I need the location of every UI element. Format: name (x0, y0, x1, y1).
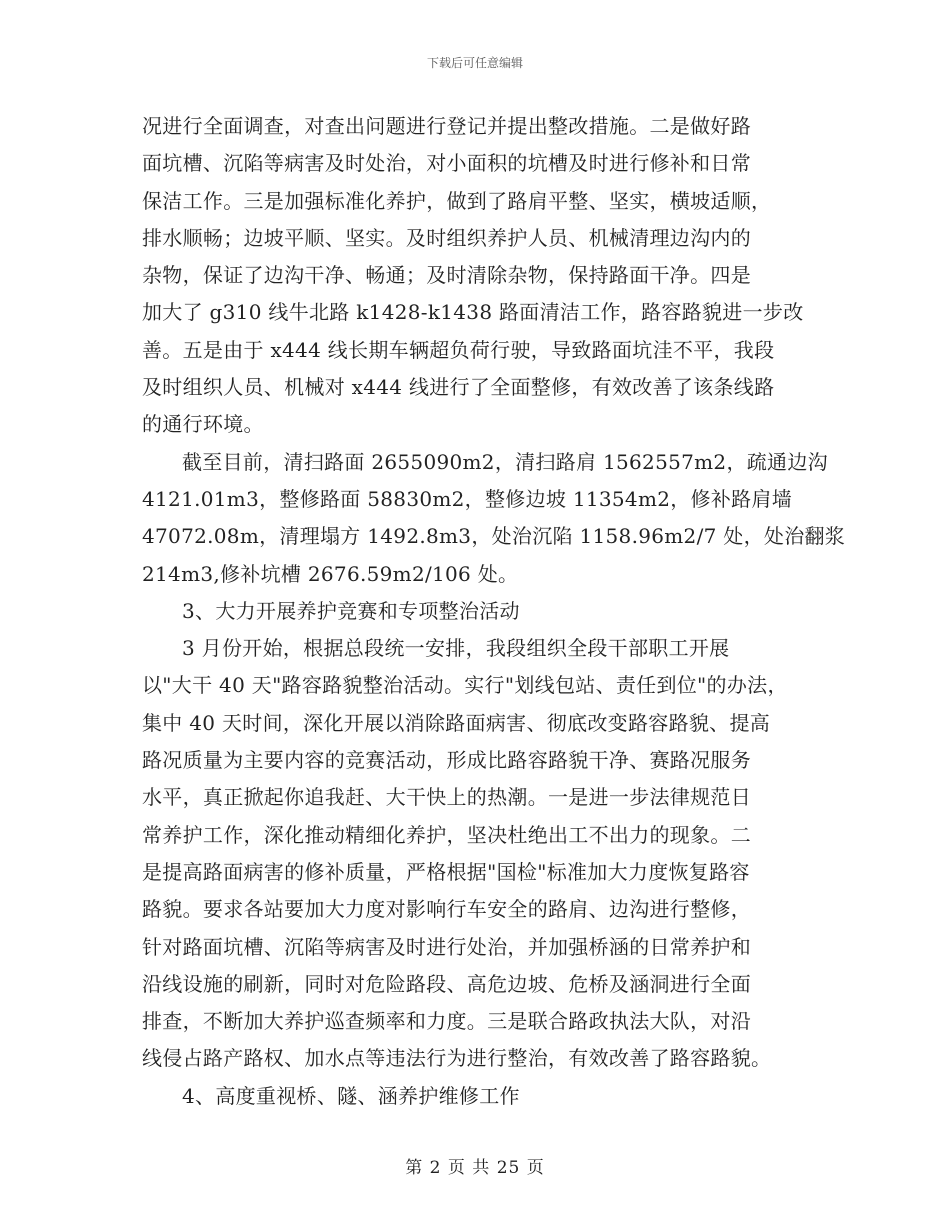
text-line: 保洁工作。三是加强标准化养护，做到了路肩平整、坚实，横坡适顺， (142, 188, 772, 213)
text-line: 善。五是由于 x444 线长期车辆超负荷行驶，导致路面坑洼不平，我段 (142, 337, 775, 362)
text-line: 4121.01m3，整修路面 58830m2，整修边坡 11354m2，修补路肩墙 (142, 486, 793, 511)
section-heading: 3、大力开展养护竞赛和专项整治活动 (182, 598, 520, 623)
text-line: 214m3,修补坑槽 2676.59m2/106 处。 (142, 561, 519, 586)
text-line: 及时组织人员、机械对 x444 线进行了全面整修，有效改善了该条线路 (142, 375, 775, 400)
text-line: 集中 40 天时间，深化开展以消除路面病害、彻底改变路容路貌、提高 (142, 710, 771, 735)
text-line: 是提高路面病害的修补质量，严格根据"国检"标准加大力度恢复路容 (142, 859, 750, 884)
text-line: 况进行全面调查，对查出问题进行登记并提出整改措施。二是做好路 (142, 114, 751, 138)
text-line: 的通行环境。 (142, 412, 264, 437)
text-line: 针对路面坑槽、沉陷等病害及时进行处治，并加强桥涵的日常养护和 (142, 934, 751, 959)
text-line: 加大了 g310 线牛北路 k1428-k1438 路面清洁工作，路容路貌进一步改 (142, 300, 804, 325)
section-heading: 4、高度重视桥、隧、涵养护维修工作 (182, 1083, 520, 1108)
text-line: 以"大干 40 天"路容路貌整治活动。实行"划线包站、责任到位"的办法， (142, 673, 788, 698)
page-header: 下载后可任意编辑 (426, 56, 523, 70)
text-line: 路况质量为主要内容的竞赛活动，形成比路容路貌干净、赛路况服务 (142, 748, 751, 773)
text-line: 47072.08m，清理塌方 1492.8m3，处治沉陷 1158.96m2/7 处，处治翻浆 (142, 524, 846, 549)
paragraph-start-line: 3 月份开始，根据总段统一安排，我段组织全段干部职工开展 (182, 636, 730, 661)
text-line: 沿线设施的刷新，同时对危险路段、高危边坡、危桥及涵洞进行全面 (142, 971, 751, 996)
page-number-footer: 第 2 页 共 25 页 (405, 1158, 545, 1178)
text-line: 杂物，保证了边沟干净、畅通；及时清除杂物，保持路面干净。四是 (142, 263, 751, 288)
document-body (142, 108, 846, 1115)
text-line: 路貌。要求各站要加大力度对影响行车安全的路肩、边沟进行整修， (142, 897, 751, 922)
text-line: 常养护工作，深化推动精细化养护，坚决杜绝出工不出力的现象。二 (142, 822, 751, 847)
text-line: 排查，不断加大养护巡查频率和力度。三是联合路政执法大队，对沿 (142, 1009, 751, 1034)
text-line: 线侵占路产路权、加水点等违法行为进行整治，有效改善了路容路貌。 (142, 1046, 772, 1071)
text-line: 水平，真正掀起你追我赶、大干快上的热潮。一是进一步法律规范日 (142, 785, 751, 810)
paragraph-start-line: 截至目前，清扫路面 2655090m2，清扫路肩 1562557m2，疏通边沟 (182, 449, 828, 474)
text-line: 排水顺畅；边坡平顺、坚实。及时组织养护人员、机械清理边沟内的 (142, 225, 751, 250)
text-line: 面坑槽、沉陷等病害及时处治，对小面积的坑槽及时进行修补和日常 (142, 151, 751, 176)
